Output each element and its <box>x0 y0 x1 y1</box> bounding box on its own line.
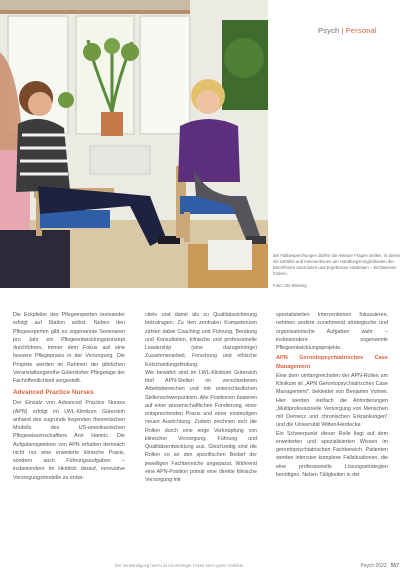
subheading: APN Gerontopsychiatrisches Case Management <box>276 355 388 370</box>
paragraph: Der Einsatz von Advanced Practice Nurses (APN) erfolgt im LWL-Klinikum Gütersloh anhand des zugrunde liegenden theoretischen Modells des US-amerikanischen Pflegewissenschaftlers Ann Hamric. Die Aufgabenspektren von APN erhalten demnach nicht nur eine erweiterte klinische Praxis, sondern auch Führungsaufgaben – insbesondere im Hinblick darauf, innovative Versorgungsmodelle zu entwi- <box>13 400 125 481</box>
page-footer <box>361 563 399 569</box>
photo-caption: Bei Fallbesprechungen dürfen die Akteure Fragen stellen, in denen sie Gefühle und Interventionen um Handlungsmöglichkeiten der Betroffenen auszuloten und Ergebnisse erarbeiten – Sichtweisen fördern. <box>273 253 401 277</box>
paragraph: Ein Schwerpunkt dieser Rolle liegt auf dem erweiterten und spezialisierten Wissen im gerontopsychiatrischen Fachbereich. Patienten werden intensive komplexe Fallsituationen, die eine professionelle Lösungsstrategien benötigen. Neben Tätigkeiten in der <box>276 430 388 478</box>
text-column-3 <box>276 311 388 479</box>
text-column-1 <box>13 311 125 482</box>
hero-photo <box>0 0 268 288</box>
paragraph: Wie bewährt sind im LWL-Klinikum Gütersloh fünf APN-Stellen im verschiedenen Arbeitsbereichen und mit unterschiedlichen Stellenschwerpunkten. Alle Positionen basieren auf einer wissenschaftlichen Fundierung, einer entsprechenden Praxis und einer eindeutigen neuen Ausrichtung. Zudem zeichnen sich die Rollen durch eine enge Verknüpfung von klinischer Versorgung, Führung und Qualitätsentwicklung aus. Gleichzeitig sind die Rollen so an den spezifischen Bedarf der jeweiligen Fachbereiche angepasst. Während eine APN-Position primär eine direkte klinische Versorgung mit <box>145 369 257 483</box>
text-column-2 <box>145 311 257 484</box>
page-number: 557 <box>390 563 399 569</box>
subheading: Advanced Practice Nurses <box>13 389 94 397</box>
paragraph: spezialisierten Interventionen fokussieren, nehmen andere zunehmend strategische und organisatorische Aufgaben wahr – insbesondere sogenannte Pflegeentwicklungsprojekte. <box>276 312 388 351</box>
section-header <box>318 26 377 35</box>
photo-credit: Foto: Ute Brüning <box>273 283 307 288</box>
header-divider: | <box>341 26 344 35</box>
footer-note: Die Verständigung hierzu ist ein wichtiger Faktor einer guten Vorbilde... <box>115 563 247 568</box>
subsection-label: Personal <box>345 26 377 35</box>
issue-label: Psych 2022 <box>360 563 387 569</box>
paragraph: Die Eckpfeiler des Pflegeexperten ineinander erfolgt auf Station selbst. Neben den Pflegeexperten gibt es sogenannte Seminaren pro Jahr ein Pflegeentwicklungskonzept durchführen, immer dem Fokus auf eine bessere Pflegepraxis in der Versorgung. Die Projekte werden im Rahmen der jährlichen Veranstaltungsreihe Gütersloher Pflegetage der Fachöffentlichkeit vorgestellt. <box>13 312 125 384</box>
paragraph: ckeln und damit als zu Qualitätssicherung beizutragen. Zu den zentralen Kompetenzen zählen dabei Coaching und Führung, Beratung und Konsultation, klinische und professionelle Leadership (eine dazugehörige) Zusammenarbeit, Forschung und ethische Entscheidungsfindung. <box>145 312 257 368</box>
section-label: Psych <box>318 26 340 35</box>
paragraph: Eine dem umfangreichsten der APN-Rollen am Klinikum ist „APN Gerontopsychiatrisches Case Management", bekleidet von Benjamin Volmer. Hier werden vielfach die Anforderungen „Multiprofessionelle Versorgung von Menschen mit Demenz und chronischen Erkrankungen" und die Universität Witten/Herdecke. <box>276 372 388 429</box>
